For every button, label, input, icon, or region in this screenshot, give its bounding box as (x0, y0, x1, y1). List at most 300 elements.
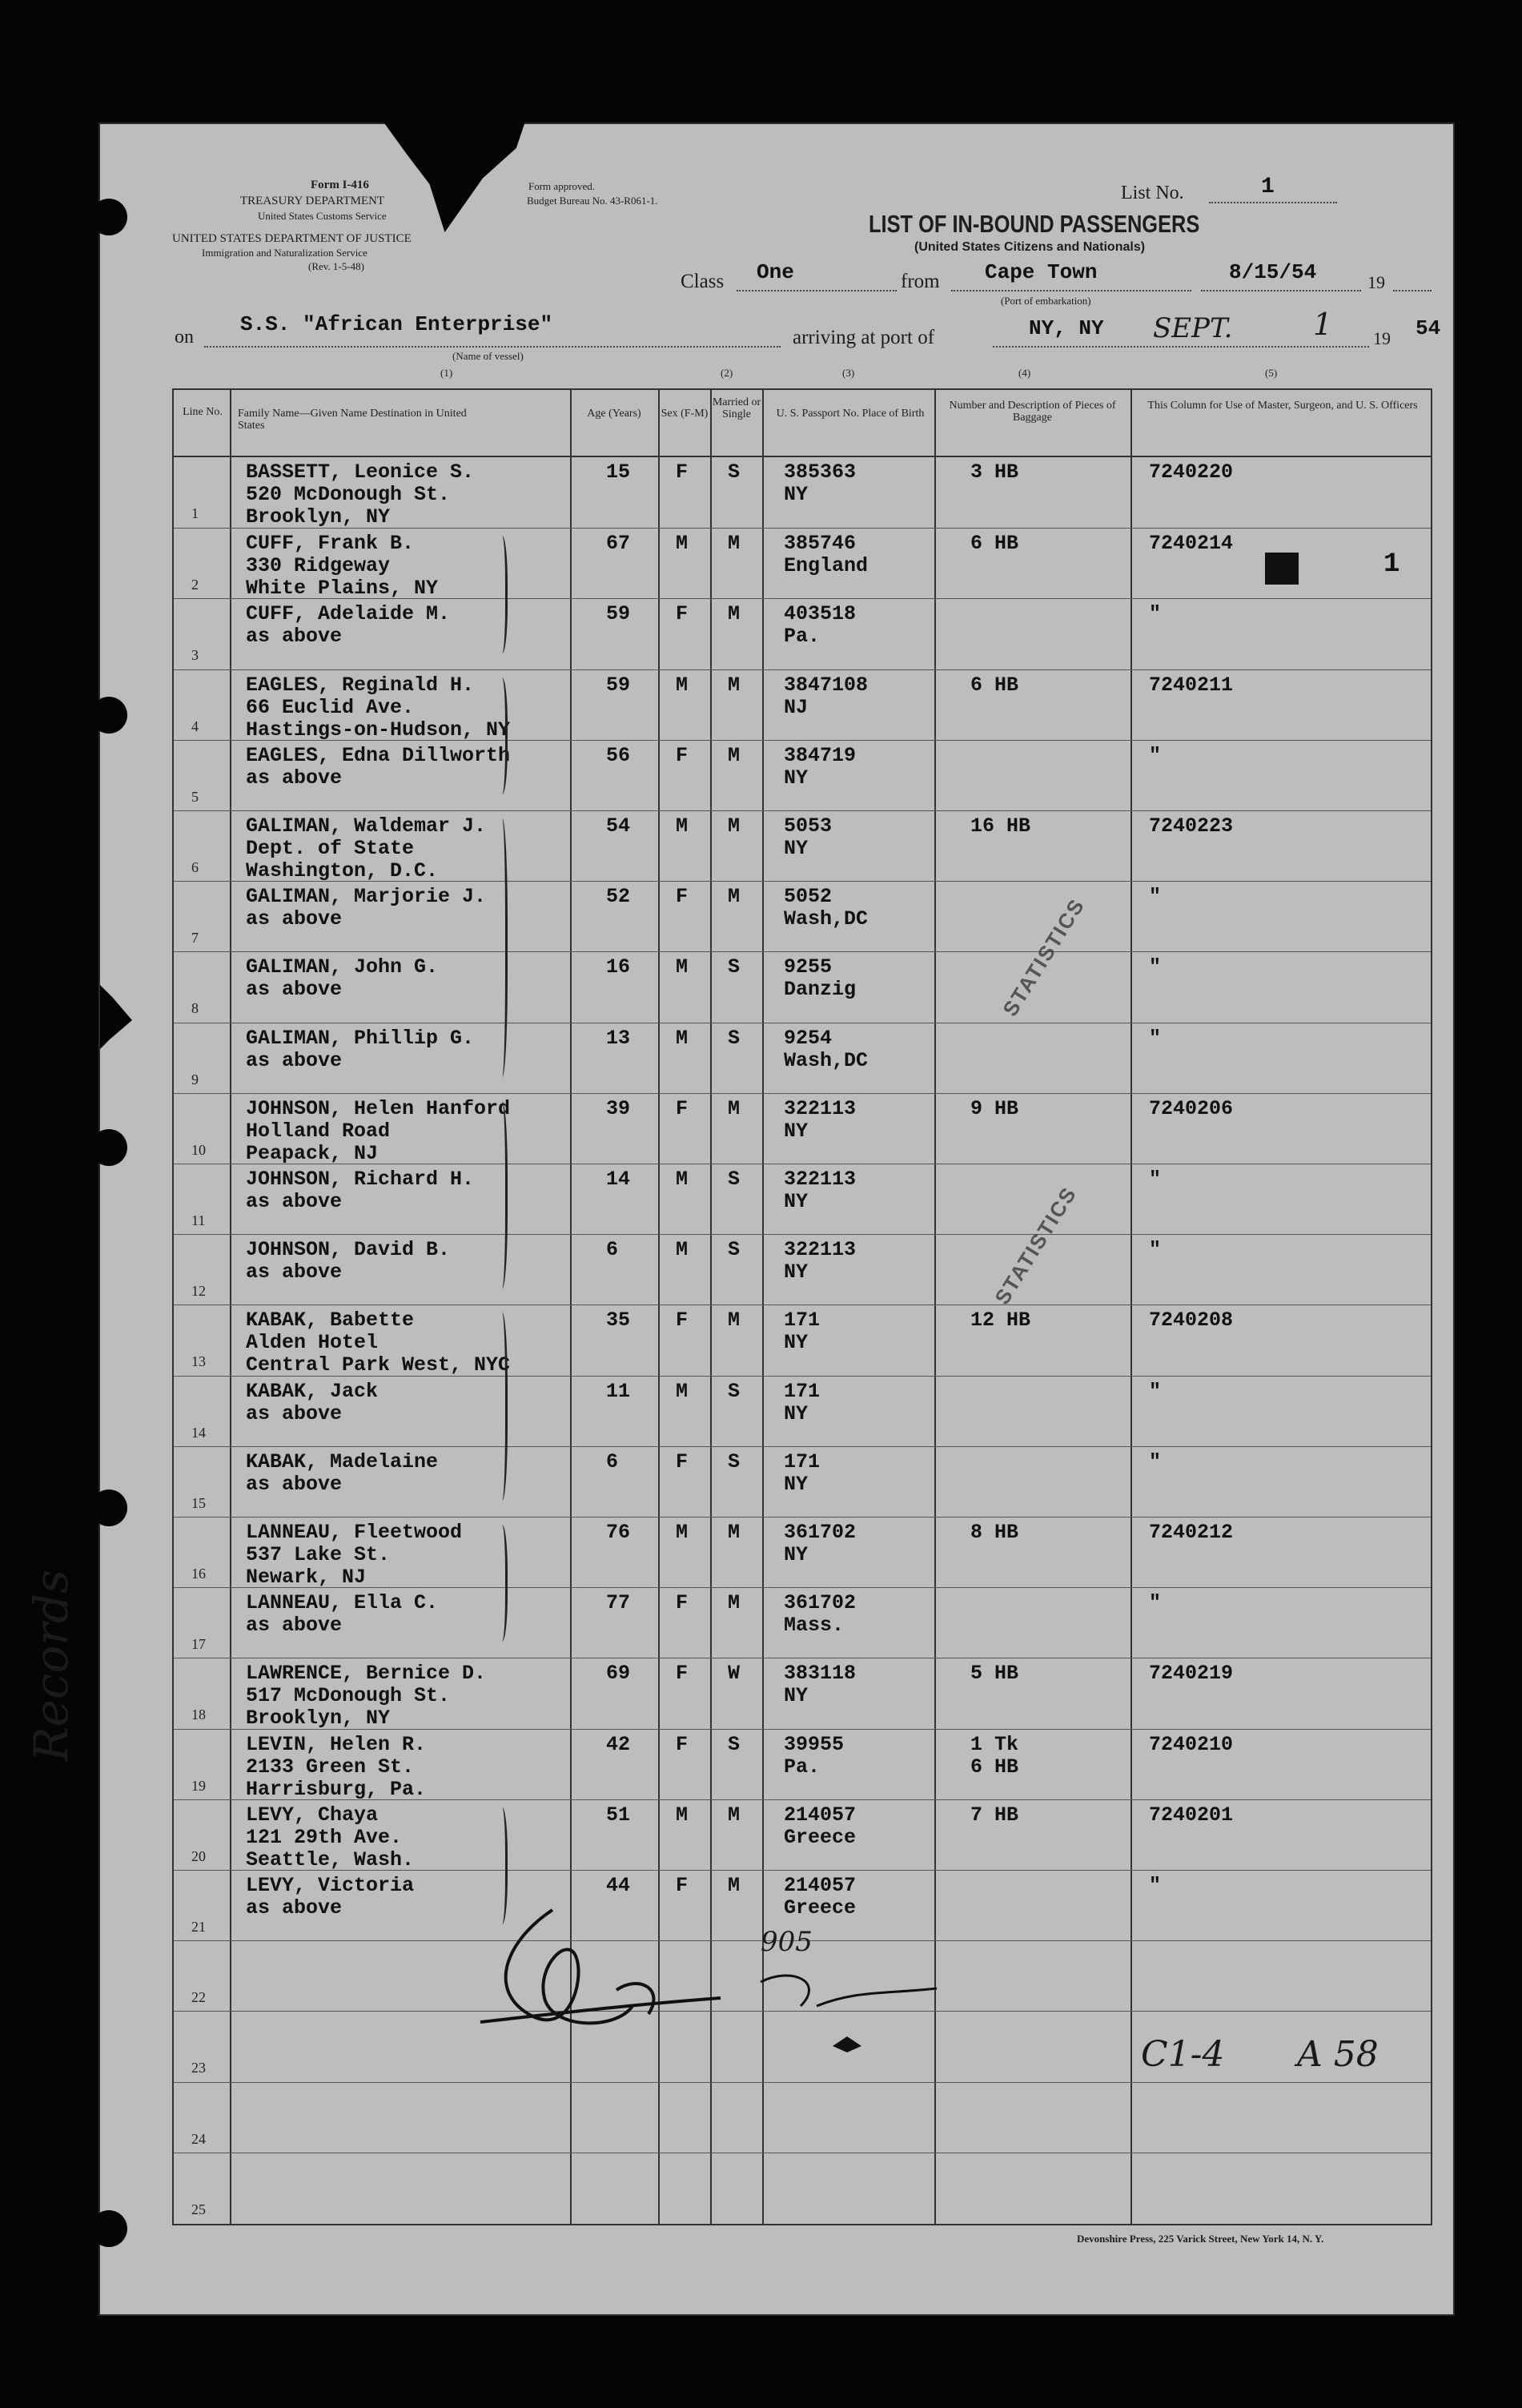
arrival-day: 1 (1313, 307, 1333, 342)
age-value: 35 (606, 1309, 631, 1333)
col-header-sex: Sex (F-M) (661, 408, 709, 420)
officer-code: 7240220 (1149, 460, 1234, 484)
marital-status: W (728, 1662, 741, 1686)
table-row (174, 951, 1431, 1023)
passenger-name: KABAK, Madelaine (246, 1449, 439, 1473)
line-number: 17 (191, 1636, 206, 1653)
col-header-name: Family Name—Given Name Destination in United States (238, 408, 467, 432)
passport-number: 171 (784, 1379, 821, 1403)
line-number: 8 (191, 1000, 199, 1017)
ins-label: Immigration and Naturalization Service (202, 247, 367, 259)
age-value: 44 (606, 1874, 631, 1897)
family-bracket (494, 677, 508, 794)
document-title: LIST OF IN-BOUND PASSENGERS (869, 210, 1200, 238)
age-value: 6 (606, 1238, 619, 1262)
family-bracket (494, 1101, 508, 1289)
sex-value: M (676, 1026, 689, 1050)
marital-status: M (728, 1309, 741, 1333)
sex-value: F (676, 1309, 689, 1333)
place-of-birth: NJ (784, 695, 809, 719)
place-of-birth: England (784, 554, 869, 578)
destination-line-2: White Plains, NY (246, 577, 439, 601)
place-of-birth: Greece (784, 1896, 857, 1920)
place-of-birth: NY (784, 1260, 809, 1284)
age-value: 6 (606, 1449, 619, 1473)
passport-number: 3847108 (784, 673, 869, 697)
baggage-value: 9 HB (970, 1096, 1019, 1120)
baggage-value: 1 Tk (970, 1732, 1019, 1756)
arriving-label: arriving at port of (793, 327, 935, 348)
passport-number: 214057 (784, 1874, 857, 1897)
passenger-name: JOHNSON, Richard H. (246, 1168, 475, 1191)
passenger-name: LEVIN, Helen R. (246, 1732, 427, 1756)
line-number: 2 (191, 577, 199, 593)
passport-number: 322113 (784, 1096, 857, 1120)
destination-line-2: Washington, D.C. (246, 859, 439, 882)
age-value: 39 (606, 1096, 631, 1120)
punch-hole (90, 199, 127, 235)
line-number: 25 (191, 2201, 206, 2217)
sex-value: F (676, 602, 689, 626)
form-number: Form I-416 (311, 179, 369, 191)
officer-code: " (1149, 1168, 1162, 1191)
age-value: 59 (606, 673, 631, 697)
place-of-birth: NY (784, 837, 809, 860)
baggage-value: 3 HB (970, 460, 1019, 484)
officer-code: " (1149, 885, 1162, 909)
sex-value: F (676, 1874, 689, 1897)
col-number-5: (5) (1265, 367, 1278, 379)
table-row (174, 1376, 1431, 1447)
officer-code: " (1149, 1026, 1162, 1050)
age-value: 67 (606, 532, 631, 556)
destination-line-2: Central Park West, NYC (246, 1353, 511, 1377)
line-number: 15 (191, 1494, 206, 1511)
punch-hole (90, 2210, 127, 2247)
table-row (174, 740, 1431, 811)
officer-code: 7240214 (1149, 532, 1234, 556)
from-label: from (901, 271, 940, 292)
table-row (174, 881, 1431, 952)
officer-code: 7240223 (1149, 814, 1234, 838)
list-no-label: List No. (1121, 183, 1184, 203)
destination-line-1: 537 Lake St. (246, 1543, 391, 1566)
statistics-stamp: STATISTICS (990, 1182, 1082, 1309)
line-number: 11 (191, 1212, 206, 1228)
passenger-name: BASSETT, Leonice S. (246, 460, 475, 484)
marital-status: S (728, 1449, 741, 1473)
marital-status: M (728, 1521, 741, 1544)
col-header-passport: U. S. Passport No. Place of Birth (776, 408, 925, 420)
line-number: 13 (191, 1353, 206, 1370)
marital-status: S (728, 1026, 741, 1050)
destination-line-1: Holland Road (246, 1119, 391, 1143)
line-number: 10 (191, 1141, 206, 1158)
family-bracket (494, 536, 508, 653)
passport-number: 9254 (784, 1026, 833, 1050)
table-row (174, 1023, 1431, 1094)
justice-label: UNITED STATES DEPARTMENT OF JUSTICE (172, 232, 412, 245)
officer-code: 7240206 (1149, 1096, 1234, 1120)
col-header-line: Line No. (183, 406, 223, 418)
passport-number: 39955 (784, 1732, 845, 1756)
destination-line-2: Brooklyn, NY (246, 505, 391, 529)
marital-status: S (728, 1379, 741, 1403)
officer-code: 7240210 (1149, 1732, 1234, 1756)
passenger-name: GALIMAN, Waldemar J. (246, 814, 487, 838)
sex-value: M (676, 532, 689, 556)
place-of-birth: Wash,DC (784, 907, 869, 931)
passport-number: 385363 (784, 460, 857, 484)
passport-number: 171 (784, 1309, 821, 1333)
signature (456, 1894, 953, 2070)
place-of-birth: NY (784, 1331, 809, 1355)
officer-code: " (1149, 602, 1162, 626)
age-value: 16 (606, 955, 631, 979)
officer-code: 7240212 (1149, 1521, 1234, 1544)
line-number: 14 (191, 1424, 206, 1441)
line-number: 12 (191, 1283, 206, 1300)
sex-value: F (676, 1449, 689, 1473)
destination-line-1: 520 McDonough St. (246, 483, 451, 506)
marital-status: S (728, 1238, 741, 1262)
baggage-value: 8 HB (970, 1521, 1019, 1544)
list-no-value: 1 (1261, 175, 1275, 199)
line-number: 21 (191, 1919, 206, 1935)
line-number: 22 (191, 1989, 206, 2006)
age-value: 76 (606, 1521, 631, 1544)
passport-number: 383118 (784, 1662, 857, 1686)
side-mark: 1 (1383, 549, 1400, 580)
table-row (174, 1517, 1431, 1588)
passenger-name: GALIMAN, Phillip G. (246, 1026, 475, 1050)
table-row (174, 2082, 1431, 2153)
destination-line-1: as above (246, 1048, 343, 1072)
destination-line-1: as above (246, 1401, 343, 1425)
passenger-name: LANNEAU, Fleetwood (246, 1521, 463, 1544)
vessel-name: S.S. "African Enterprise" (240, 312, 553, 336)
year-label: 19 (1367, 272, 1385, 292)
family-bracket (494, 818, 508, 1077)
passenger-name: LAWRENCE, Bernice D. (246, 1662, 487, 1686)
age-value: 14 (606, 1168, 631, 1191)
destination-line-2: Seattle, Wash. (246, 1847, 415, 1871)
port-note: (Port of embarkation) (1001, 295, 1091, 307)
passport-number: 5053 (784, 814, 833, 838)
baggage-value: 16 HB (970, 814, 1031, 838)
family-bracket (494, 1313, 508, 1501)
place-of-birth: Wash,DC (784, 1048, 869, 1072)
marital-status: S (728, 1732, 741, 1756)
line-number: 5 (191, 788, 199, 805)
passport-number: 403518 (784, 602, 857, 626)
line-number: 1 (191, 505, 199, 521)
destination-line-2: Newark, NJ (246, 1566, 367, 1589)
baggage-value: 6 HB (970, 673, 1019, 697)
officer-code: 7240211 (1149, 673, 1234, 697)
year-value: 54 (1416, 316, 1441, 340)
passenger-name: GALIMAN, John G. (246, 955, 439, 979)
line-number: 23 (191, 2060, 206, 2076)
destination-line-1: as above (246, 1896, 343, 1920)
place-of-birth: NY (784, 1119, 809, 1143)
sex-value: F (676, 1732, 689, 1756)
col-header-officers: This Column for Use of Master, Surgeon, and U. S. Officers (1147, 400, 1418, 412)
port-value: NY, NY (1029, 316, 1104, 340)
passenger-name: CUFF, Frank B. (246, 532, 415, 556)
passenger-name: JOHNSON, Helen Hanford (246, 1096, 511, 1120)
place-of-birth: NY (784, 483, 809, 506)
marital-status: M (728, 602, 741, 626)
punch-hole (90, 697, 127, 734)
class-label: Class (681, 271, 725, 292)
col-header-married: Married or Single (712, 396, 761, 420)
line-number: 20 (191, 1847, 206, 1864)
sex-value: M (676, 1238, 689, 1262)
signature-note: 905 (761, 1926, 813, 1958)
marital-status: M (728, 1803, 741, 1827)
destination-line-1: as above (246, 1614, 343, 1638)
baggage-value: 5 HB (970, 1662, 1019, 1686)
place-of-birth: NY (784, 1401, 809, 1425)
age-value: 51 (606, 1803, 631, 1827)
table-row (174, 669, 1431, 741)
passenger-name: EAGLES, Reginald H. (246, 673, 475, 697)
place-of-birth: Greece (784, 1825, 857, 1849)
sex-value: F (676, 1591, 689, 1615)
table-row (174, 1164, 1431, 1235)
ink-blot (1265, 553, 1299, 585)
table-row (174, 1658, 1431, 1729)
punch-hole (90, 1129, 127, 1166)
dotted-line (737, 290, 897, 291)
dotted-line (993, 346, 1369, 348)
table-row (174, 1446, 1431, 1518)
statistics-stamp: STATISTICS (998, 894, 1090, 1021)
vessel-note: (Name of vessel) (452, 350, 524, 362)
age-value: 52 (606, 885, 631, 909)
table-row (174, 1093, 1431, 1164)
passport-number: 5052 (784, 885, 833, 909)
table-row (174, 1799, 1431, 1871)
line-number: 4 (191, 718, 199, 734)
table-row (174, 1587, 1431, 1658)
marital-status: M (728, 1591, 741, 1615)
destination-line-1: as above (246, 1472, 343, 1496)
place-of-birth: NY (784, 1684, 809, 1708)
dotted-line (1209, 202, 1337, 203)
line-number: 9 (191, 1071, 199, 1087)
table-row (174, 1729, 1431, 1800)
destination-line-1: as above (246, 1190, 343, 1213)
passport-number: 322113 (784, 1238, 857, 1262)
age-value: 54 (606, 814, 631, 838)
passenger-name: CUFF, Adelaide M. (246, 602, 451, 626)
passport-number: 9255 (784, 955, 833, 979)
line-number: 16 (191, 1566, 206, 1582)
marital-status: M (728, 814, 741, 838)
marital-status: M (728, 532, 741, 556)
table-row (174, 810, 1431, 882)
budget-bureau: Budget Bureau No. 43-R061-1. (527, 195, 658, 207)
age-value: 13 (606, 1026, 631, 1050)
officer-code: " (1149, 955, 1162, 979)
sex-value: F (676, 743, 689, 767)
place-of-birth: NY (784, 1543, 809, 1566)
destination-line-2: Peapack, NJ (246, 1141, 379, 1165)
place-of-birth: NY (784, 766, 809, 790)
age-value: 77 (606, 1591, 631, 1615)
baggage-value: 6 HB (970, 532, 1019, 556)
on-label: on (175, 327, 194, 348)
sex-value: M (676, 814, 689, 838)
table-row (174, 457, 1431, 528)
destination-line-1: 517 McDonough St. (246, 1684, 451, 1708)
dotted-line (951, 290, 1191, 291)
officer-code: " (1149, 1238, 1162, 1262)
destination-line-1: 66 Euclid Ave. (246, 695, 415, 719)
place-of-birth: Danzig (784, 978, 857, 1002)
marital-status: S (728, 955, 741, 979)
destination-line-1: 330 Ridgeway (246, 554, 391, 578)
passport-number: 384719 (784, 743, 857, 767)
destination-line-1: as above (246, 625, 343, 649)
sex-value: F (676, 885, 689, 909)
year-prefix: 19 (1373, 328, 1391, 348)
destination-line-2: Harrisburg, Pa. (246, 1777, 427, 1801)
document-subtitle: (United States Citizens and Nationals) (914, 240, 1146, 254)
dotted-line (1201, 290, 1361, 291)
officer-code: 7240201 (1149, 1803, 1234, 1827)
baggage-value: 12 HB (970, 1309, 1031, 1333)
officer-code: " (1149, 1874, 1162, 1897)
line-number: 19 (191, 1777, 206, 1794)
sex-value: M (676, 955, 689, 979)
officer-code: " (1149, 1591, 1162, 1615)
age-value: 59 (606, 602, 631, 626)
destination-line-1: 2133 Green St. (246, 1755, 415, 1779)
table-row (174, 528, 1431, 599)
destination-line-2: Brooklyn, NY (246, 1707, 391, 1731)
passport-number: 385746 (784, 532, 857, 556)
embarkation-date: 8/15/54 (1229, 260, 1317, 284)
marital-status: M (728, 673, 741, 697)
age-value: 11 (606, 1379, 631, 1403)
passport-number: 322113 (784, 1168, 857, 1191)
marital-status: M (728, 1096, 741, 1120)
arrival-month: SEPT. (1153, 312, 1233, 344)
col-header-age: Age (Years) (587, 408, 641, 420)
sex-value: F (676, 1096, 689, 1120)
marital-status: S (728, 460, 741, 484)
line-number: 24 (191, 2130, 206, 2147)
destination-line-1: as above (246, 766, 343, 790)
bottom-note-2: A 58 (1297, 2034, 1379, 2075)
passport-number: 361702 (784, 1521, 857, 1544)
officer-code: 7240219 (1149, 1662, 1234, 1686)
passport-number: 361702 (784, 1591, 857, 1615)
family-bracket (494, 1525, 508, 1642)
table-row (174, 598, 1431, 669)
destination-line-1: Dept. of State (246, 837, 415, 860)
customs-label: United States Customs Service (258, 210, 387, 222)
sex-value: M (676, 1521, 689, 1544)
place-of-birth: Pa. (784, 1755, 821, 1779)
table-row (174, 2153, 1431, 2224)
baggage-value-2: 6 HB (970, 1755, 1019, 1779)
dotted-line (204, 346, 781, 348)
destination-line-1: 121 29th Ave. (246, 1825, 403, 1849)
marital-status: M (728, 1874, 741, 1897)
place-of-birth: Mass. (784, 1614, 845, 1638)
passenger-name: LEVY, Chaya (246, 1803, 379, 1827)
age-value: 42 (606, 1732, 631, 1756)
line-number: 7 (191, 930, 199, 947)
officer-code: " (1149, 743, 1162, 767)
line-number: 6 (191, 859, 199, 875)
passenger-name: KABAK, Babette (246, 1309, 415, 1333)
form-approved: Form approved. (528, 180, 596, 192)
sex-value: M (676, 1803, 689, 1827)
destination-line-1: Alden Hotel (246, 1331, 379, 1355)
printer-footer: Devonshire Press, 225 Varick Street, New York 14, N. Y. (1077, 2233, 1324, 2245)
col-number-4: (4) (1018, 367, 1031, 379)
col-header-baggage: Number and Description of Pieces of Baggage (949, 400, 1116, 424)
passenger-name: LANNEAU, Ella C. (246, 1591, 439, 1615)
destination-line-1: as above (246, 978, 343, 1002)
officer-code: " (1149, 1449, 1162, 1473)
sex-value: M (676, 1168, 689, 1191)
treasury-label: TREASURY DEPARTMENT (240, 195, 385, 207)
class-value: One (757, 260, 794, 284)
destination-line-1: as above (246, 1260, 343, 1284)
officer-code: 7240208 (1149, 1309, 1234, 1333)
place-of-birth: Pa. (784, 625, 821, 649)
col-number-3: (3) (842, 367, 855, 379)
age-value: 15 (606, 460, 631, 484)
line-number: 18 (191, 1707, 206, 1723)
from-value: Cape Town (985, 260, 1098, 284)
passenger-name: KABAK, Jack (246, 1379, 379, 1403)
col-number-2: (2) (721, 367, 733, 379)
sex-value: F (676, 460, 689, 484)
passport-number: 214057 (784, 1803, 857, 1827)
baggage-value: 7 HB (970, 1803, 1019, 1827)
punch-hole (90, 1489, 127, 1526)
sex-value: M (676, 673, 689, 697)
passenger-name: LEVY, Victoria (246, 1874, 415, 1897)
marital-status: M (728, 885, 741, 909)
sex-value: M (676, 1379, 689, 1403)
passenger-name: GALIMAN, Marjorie J. (246, 885, 487, 909)
destination-line-2: Hastings-on-Hudson, NY (246, 718, 511, 742)
age-value: 69 (606, 1662, 631, 1686)
marital-status: M (728, 743, 741, 767)
table-row (174, 1305, 1431, 1376)
bottom-note-1: C1-4 (1141, 2034, 1225, 2075)
destination-line-1: as above (246, 907, 343, 931)
passenger-name: EAGLES, Edna Dillworth (246, 743, 511, 767)
dotted-line (1393, 290, 1432, 291)
marital-status: S (728, 1168, 741, 1191)
passport-number: 171 (784, 1449, 821, 1473)
line-number: 3 (191, 647, 199, 664)
place-of-birth: NY (784, 1190, 809, 1213)
table-row (174, 1234, 1431, 1305)
place-of-birth: NY (784, 1472, 809, 1496)
col-number-1: (1) (440, 367, 453, 379)
sex-value: F (676, 1662, 689, 1686)
